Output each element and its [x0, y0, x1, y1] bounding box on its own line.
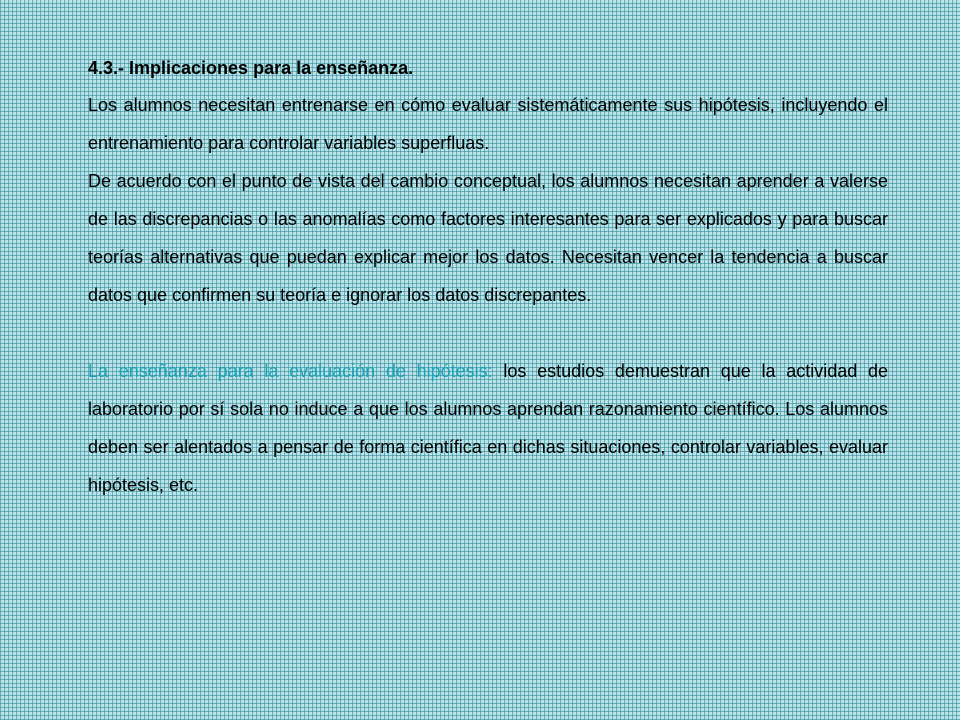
paragraph-conceptual-change: De acuerdo con el punto de vista del cambio conceptual, los alumnos necesitan aprender a valerse de las discrepancias o las anomalías como factores interesantes para ser explicados y para buscar teorías alternativas que puedan explicar mejor los datos. Necesitan vencer la tendencia a buscar datos que confirmen su teoría e ignorar los datos discrepantes. — [88, 171, 888, 305]
paragraph-hypothesis-evaluation — [88, 352, 888, 504]
slide-content — [88, 54, 888, 504]
highlighted-subtitle: La enseñanza para la evaluación de hipótesis: — [88, 361, 493, 381]
paragraph-training: Los alumnos necesitan entrenarse en cómo evaluar sistemáticamente sus hipótesis, incluyendo el entrenamiento para controlar variables superfluas. — [88, 95, 888, 153]
paragraph-spacer — [88, 314, 888, 352]
section-heading: 4.3.- Implicaciones para la enseñanza. — [88, 58, 414, 78]
paragraph-hypothesis-body: los estudios demuestran que la actividad de laboratorio por sí sola no induce a que los alumnos aprendan razonamiento científico. Los alumnos deben ser alentados a pensar de forma científica en dichas situaciones, controlar variables, evaluar hipótesis, etc. — [88, 361, 889, 495]
